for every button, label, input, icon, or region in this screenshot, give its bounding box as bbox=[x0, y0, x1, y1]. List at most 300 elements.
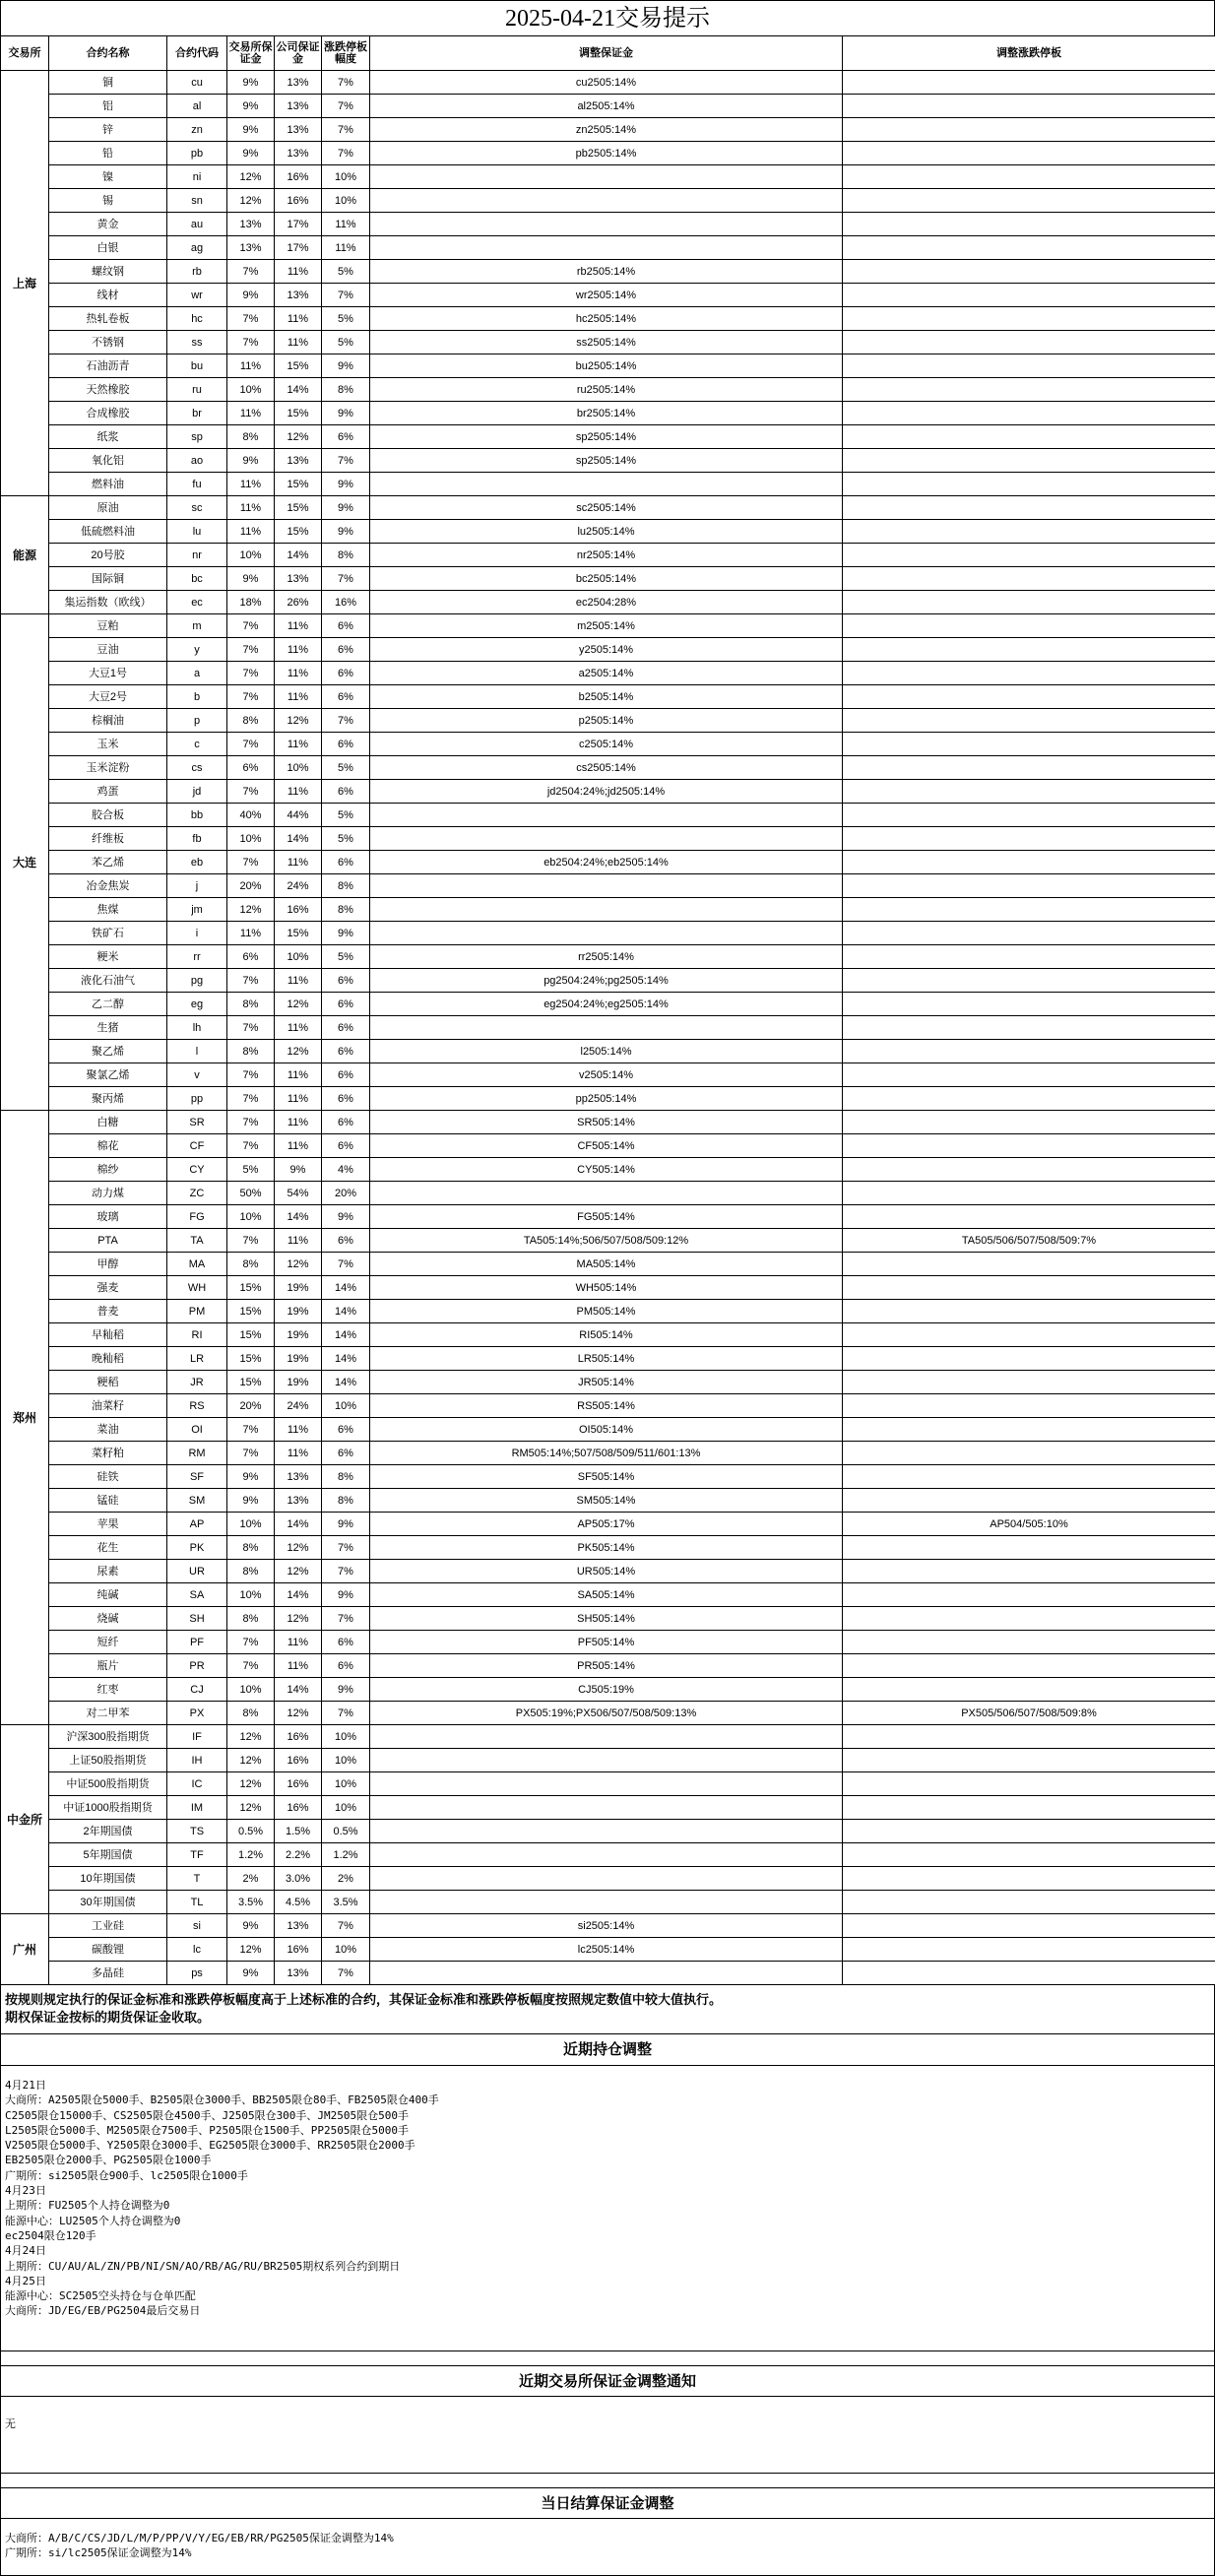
contract-code-cell: sc bbox=[167, 496, 227, 520]
company-margin-cell: 14% bbox=[275, 827, 322, 851]
contract-code-cell: SH bbox=[167, 1607, 227, 1631]
limit-cell: 9% bbox=[322, 1678, 370, 1702]
company-margin-cell: 16% bbox=[275, 1725, 322, 1749]
contract-name-cell: 5年期国债 bbox=[49, 1843, 167, 1867]
limit-cell: 9% bbox=[322, 922, 370, 945]
adjusted-limit-cell bbox=[843, 71, 1215, 95]
exchange-margin-cell: 7% bbox=[227, 331, 275, 354]
table-row bbox=[1, 874, 1215, 898]
exchange-margin-cell: 6% bbox=[227, 756, 275, 780]
table-row bbox=[1, 236, 1215, 260]
adjusted-margin-cell: PF505:14% bbox=[370, 1631, 843, 1654]
adjusted-margin-cell: sp2505:14% bbox=[370, 449, 843, 473]
contract-code-cell: lu bbox=[167, 520, 227, 544]
contract-code-cell: wr bbox=[167, 284, 227, 307]
contract-code-cell: p bbox=[167, 709, 227, 733]
adjusted-margin-cell: UR505:14% bbox=[370, 1560, 843, 1583]
company-margin-cell: 13% bbox=[275, 1465, 322, 1489]
adjusted-margin-cell: cs2505:14% bbox=[370, 756, 843, 780]
adjusted-limit-cell bbox=[843, 993, 1215, 1016]
table-row bbox=[1, 1678, 1215, 1702]
adjusted-margin-cell: TA505:14%;506/507/508/509:12% bbox=[370, 1229, 843, 1253]
adjusted-limit-cell bbox=[843, 402, 1215, 425]
table-row bbox=[1, 804, 1215, 827]
contract-code-cell: hc bbox=[167, 307, 227, 331]
company-margin-cell: 19% bbox=[275, 1347, 322, 1371]
adjusted-limit-cell bbox=[843, 189, 1215, 213]
exchange-margin-cell: 7% bbox=[227, 662, 275, 685]
contract-code-cell: ao bbox=[167, 449, 227, 473]
contract-code-cell: ag bbox=[167, 236, 227, 260]
contract-name-cell: 晚籼稻 bbox=[49, 1347, 167, 1371]
contract-code-cell: br bbox=[167, 402, 227, 425]
contract-name-cell: 早籼稻 bbox=[49, 1323, 167, 1347]
adjusted-margin-cell: jd2504:24%;jd2505:14% bbox=[370, 780, 843, 804]
contract-name-cell: 冶金焦炭 bbox=[49, 874, 167, 898]
contract-name-cell: 胶合板 bbox=[49, 804, 167, 827]
adjusted-limit-cell bbox=[843, 1560, 1215, 1583]
adjusted-margin-cell: CF505:14% bbox=[370, 1134, 843, 1158]
adjusted-limit-cell bbox=[843, 614, 1215, 638]
adjusted-margin-cell: b2505:14% bbox=[370, 685, 843, 709]
adjusted-limit-cell bbox=[843, 1536, 1215, 1560]
adjusted-margin-cell: RS505:14% bbox=[370, 1394, 843, 1418]
table-body bbox=[1, 71, 1215, 1985]
company-margin-cell: 11% bbox=[275, 1134, 322, 1158]
adjusted-margin-cell: SR505:14% bbox=[370, 1111, 843, 1134]
limit-cell: 10% bbox=[322, 1938, 370, 1962]
table-row bbox=[1, 638, 1215, 662]
limit-cell: 1.2% bbox=[322, 1843, 370, 1867]
contract-code-cell: m bbox=[167, 614, 227, 638]
contract-code-cell: ni bbox=[167, 165, 227, 189]
exchange-margin-cell: 8% bbox=[227, 1702, 275, 1725]
limit-cell: 6% bbox=[322, 1016, 370, 1040]
adjusted-margin-cell: WH505:14% bbox=[370, 1276, 843, 1300]
adjusted-margin-cell bbox=[370, 165, 843, 189]
company-margin-cell: 16% bbox=[275, 165, 322, 189]
exchange-margin-cell: 12% bbox=[227, 189, 275, 213]
exchange-margin-cell: 12% bbox=[227, 165, 275, 189]
adjusted-margin-cell: SA505:14% bbox=[370, 1583, 843, 1607]
exchange-margin-cell: 11% bbox=[227, 922, 275, 945]
contract-code-cell: IF bbox=[167, 1725, 227, 1749]
adjusted-limit-cell bbox=[843, 1654, 1215, 1678]
contract-name-cell: 豆油 bbox=[49, 638, 167, 662]
contract-code-cell: c bbox=[167, 733, 227, 756]
limit-cell: 6% bbox=[322, 1063, 370, 1087]
col-code: 合约代码 bbox=[167, 36, 227, 71]
contract-name-cell: 甲醇 bbox=[49, 1253, 167, 1276]
contract-name-cell: 铜 bbox=[49, 71, 167, 95]
company-margin-cell: 19% bbox=[275, 1371, 322, 1394]
exchange-margin-cell: 20% bbox=[227, 874, 275, 898]
contract-code-cell: SA bbox=[167, 1583, 227, 1607]
limit-cell: 7% bbox=[322, 1962, 370, 1985]
limit-cell: 6% bbox=[322, 1442, 370, 1465]
contract-name-cell: 铅 bbox=[49, 142, 167, 165]
limit-cell: 5% bbox=[322, 331, 370, 354]
adjusted-limit-cell bbox=[843, 1371, 1215, 1394]
contract-code-cell: nr bbox=[167, 544, 227, 567]
contract-name-cell: 上证50股指期货 bbox=[49, 1749, 167, 1772]
adjusted-limit-cell bbox=[843, 496, 1215, 520]
table-row bbox=[1, 1182, 1215, 1205]
adjusted-limit-cell bbox=[843, 284, 1215, 307]
adjusted-limit-cell bbox=[843, 1583, 1215, 1607]
company-margin-cell: 19% bbox=[275, 1300, 322, 1323]
company-margin-cell: 11% bbox=[275, 851, 322, 874]
company-margin-cell: 13% bbox=[275, 118, 322, 142]
contract-name-cell: 玻璃 bbox=[49, 1205, 167, 1229]
contract-code-cell: lc bbox=[167, 1938, 227, 1962]
contract-name-cell: 锡 bbox=[49, 189, 167, 213]
limit-cell: 7% bbox=[322, 1560, 370, 1583]
contract-code-cell: al bbox=[167, 95, 227, 118]
adjusted-margin-cell bbox=[370, 1725, 843, 1749]
limit-cell: 5% bbox=[322, 945, 370, 969]
exchange-margin-cell: 7% bbox=[227, 780, 275, 804]
contract-code-cell: PX bbox=[167, 1702, 227, 1725]
adjusted-margin-cell bbox=[370, 1016, 843, 1040]
company-margin-cell: 1.5% bbox=[275, 1820, 322, 1843]
adjusted-margin-cell: MA505:14% bbox=[370, 1253, 843, 1276]
table-row bbox=[1, 331, 1215, 354]
adjusted-limit-cell bbox=[843, 1891, 1215, 1914]
contract-name-cell: 玉米 bbox=[49, 733, 167, 756]
adjusted-margin-cell: AP505:17% bbox=[370, 1513, 843, 1536]
company-margin-cell: 11% bbox=[275, 1442, 322, 1465]
contract-code-cell: lh bbox=[167, 1016, 227, 1040]
table-row bbox=[1, 425, 1215, 449]
company-margin-cell: 11% bbox=[275, 969, 322, 993]
position-adjustment-body: 4月21日 大商所：A2505限仓5000手、B2505限仓3000手、BB2505限仓80手、FB2505限仓400手 C2505限仓15000手、CS2505限仓4500手、J2505限仓300手、JM2505限仓500手 L2505限仓5000手、M2505限仓7500手、P2505限仓1500手、PP2505限仓5000手 V2505限仓5000手、Y2505限仓3000手、EG2505限仓3000手、RR2505限仓2000手 EB2505限仓2000手、PG2505限仓1000手 广期所：si2505限仓900手、lc2505限仓1000手 4月23日 上期所：FU2505个人持仓调整为0 能源中心：LU2505个人持仓调整为0 ec2504限仓120手 4月24日 上期所：CU/AU/AL/ZN/PB/NI/SN/AO/RB/AG/RU/BR2505期权系列合约到期日 4月25日 能源中心：SC2505空头持仓与仓单匹配 大商所：JD/EG/EB/PG2504最后交易日 bbox=[0, 2066, 1215, 2351]
exchange-margin-cell: 7% bbox=[227, 1654, 275, 1678]
table-row bbox=[1, 733, 1215, 756]
exchange-margin-cell: 11% bbox=[227, 402, 275, 425]
adjusted-margin-cell: eg2504:24%;eg2505:14% bbox=[370, 993, 843, 1016]
company-margin-cell: 19% bbox=[275, 1323, 322, 1347]
limit-cell: 7% bbox=[322, 709, 370, 733]
adjusted-limit-cell bbox=[843, 1843, 1215, 1867]
exchange-margin-cell: 7% bbox=[227, 1631, 275, 1654]
table-row bbox=[1, 260, 1215, 284]
limit-cell: 10% bbox=[322, 1749, 370, 1772]
exchange-margin-notice-body: 无 bbox=[0, 2397, 1215, 2474]
exchange-margin-cell: 20% bbox=[227, 1394, 275, 1418]
adjusted-limit-cell bbox=[843, 1772, 1215, 1796]
company-margin-cell: 13% bbox=[275, 71, 322, 95]
table-row bbox=[1, 1796, 1215, 1820]
exchange-margin-cell: 11% bbox=[227, 473, 275, 496]
adjusted-limit-cell bbox=[843, 1087, 1215, 1111]
adjusted-limit-cell bbox=[843, 1631, 1215, 1654]
contract-name-cell: PTA bbox=[49, 1229, 167, 1253]
adjusted-margin-cell: lu2505:14% bbox=[370, 520, 843, 544]
contract-code-cell: bc bbox=[167, 567, 227, 591]
company-margin-cell: 14% bbox=[275, 544, 322, 567]
exchange-margin-cell: 11% bbox=[227, 354, 275, 378]
adjusted-margin-cell: bc2505:14% bbox=[370, 567, 843, 591]
table-row bbox=[1, 71, 1215, 95]
limit-cell: 7% bbox=[322, 1914, 370, 1938]
table-row bbox=[1, 1536, 1215, 1560]
contract-name-cell: 花生 bbox=[49, 1536, 167, 1560]
table-row bbox=[1, 567, 1215, 591]
table-row bbox=[1, 449, 1215, 473]
contract-code-cell: l bbox=[167, 1040, 227, 1063]
company-margin-cell: 10% bbox=[275, 945, 322, 969]
contract-code-cell: a bbox=[167, 662, 227, 685]
adjusted-margin-cell: c2505:14% bbox=[370, 733, 843, 756]
contract-name-cell: 纸浆 bbox=[49, 425, 167, 449]
table-row bbox=[1, 1891, 1215, 1914]
section-spacer bbox=[0, 2351, 1215, 2365]
adjusted-limit-cell bbox=[843, 1323, 1215, 1347]
exchange-margin-cell: 7% bbox=[227, 969, 275, 993]
company-margin-cell: 12% bbox=[275, 425, 322, 449]
limit-cell: 8% bbox=[322, 874, 370, 898]
contract-name-cell: 棉花 bbox=[49, 1134, 167, 1158]
contract-name-cell: 白糖 bbox=[49, 1111, 167, 1134]
rule-note-line-1: 按规则规定执行的保证金标准和涨跌停板幅度高于上述标准的合约，其保证金标准和涨跌停板幅度按照规定数值中较大值执行。 bbox=[5, 1991, 1210, 2009]
limit-cell: 6% bbox=[322, 1654, 370, 1678]
contract-code-cell: SM bbox=[167, 1489, 227, 1513]
company-margin-cell: 24% bbox=[275, 1394, 322, 1418]
contract-code-cell: TS bbox=[167, 1820, 227, 1843]
exchange-margin-cell: 7% bbox=[227, 1442, 275, 1465]
adjusted-margin-cell bbox=[370, 189, 843, 213]
contract-name-cell: 生猪 bbox=[49, 1016, 167, 1040]
company-margin-cell: 16% bbox=[275, 1772, 322, 1796]
company-margin-cell: 13% bbox=[275, 449, 322, 473]
adjusted-limit-cell bbox=[843, 638, 1215, 662]
company-margin-cell: 11% bbox=[275, 614, 322, 638]
exchange-cell: 广州 bbox=[1, 1914, 49, 1985]
adjusted-limit-cell bbox=[843, 520, 1215, 544]
limit-cell: 6% bbox=[322, 662, 370, 685]
exchange-margin-cell: 13% bbox=[227, 213, 275, 236]
exchange-margin-cell: 7% bbox=[227, 685, 275, 709]
table-row bbox=[1, 544, 1215, 567]
contract-name-cell: 对二甲苯 bbox=[49, 1702, 167, 1725]
company-margin-cell: 12% bbox=[275, 1536, 322, 1560]
contract-name-cell: 乙二醇 bbox=[49, 993, 167, 1016]
rule-note bbox=[0, 1985, 1215, 2034]
adjusted-limit-cell bbox=[843, 1678, 1215, 1702]
contract-code-cell: PM bbox=[167, 1300, 227, 1323]
limit-cell: 6% bbox=[322, 1040, 370, 1063]
table-row bbox=[1, 1560, 1215, 1583]
table-row bbox=[1, 1749, 1215, 1772]
contract-name-cell: 20号胶 bbox=[49, 544, 167, 567]
company-margin-cell: 16% bbox=[275, 1938, 322, 1962]
table-row bbox=[1, 945, 1215, 969]
contract-code-cell: bu bbox=[167, 354, 227, 378]
table-row bbox=[1, 1087, 1215, 1111]
exchange-margin-cell: 10% bbox=[227, 1513, 275, 1536]
contract-code-cell: CJ bbox=[167, 1678, 227, 1702]
contract-name-cell: 菜籽粕 bbox=[49, 1442, 167, 1465]
table-row bbox=[1, 307, 1215, 331]
contract-code-cell: zn bbox=[167, 118, 227, 142]
adjusted-limit-cell bbox=[843, 1394, 1215, 1418]
table-row bbox=[1, 354, 1215, 378]
limit-cell: 14% bbox=[322, 1323, 370, 1347]
adjusted-margin-cell: RI505:14% bbox=[370, 1323, 843, 1347]
limit-cell: 7% bbox=[322, 71, 370, 95]
contract-name-cell: 油菜籽 bbox=[49, 1394, 167, 1418]
contract-name-cell: 动力煤 bbox=[49, 1182, 167, 1205]
exchange-margin-cell: 12% bbox=[227, 1725, 275, 1749]
adjusted-margin-cell: nr2505:14% bbox=[370, 544, 843, 567]
table-row bbox=[1, 1513, 1215, 1536]
contract-name-cell: 燃料油 bbox=[49, 473, 167, 496]
adjusted-margin-cell bbox=[370, 1772, 843, 1796]
table-row bbox=[1, 1418, 1215, 1442]
adjusted-margin-cell bbox=[370, 213, 843, 236]
company-margin-cell: 14% bbox=[275, 1678, 322, 1702]
adjusted-margin-cell: br2505:14% bbox=[370, 402, 843, 425]
exchange-cell: 能源 bbox=[1, 496, 49, 614]
limit-cell: 8% bbox=[322, 1465, 370, 1489]
table-row bbox=[1, 709, 1215, 733]
contract-name-cell: 线材 bbox=[49, 284, 167, 307]
limit-cell: 6% bbox=[322, 425, 370, 449]
col-adjusted-margin: 调整保证金 bbox=[370, 36, 843, 71]
settlement-margin-body: 大商所：A/B/C/CS/JD/L/M/P/PP/V/Y/EG/EB/RR/PG2505保证金调整为14% 广期所：si/lc2505保证金调整为14% bbox=[0, 2519, 1215, 2576]
adjusted-limit-cell bbox=[843, 1749, 1215, 1772]
exchange-margin-cell: 10% bbox=[227, 1678, 275, 1702]
exchange-margin-cell: 10% bbox=[227, 1205, 275, 1229]
contract-code-cell: ec bbox=[167, 591, 227, 614]
limit-cell: 6% bbox=[322, 993, 370, 1016]
position-adjustment-title: 近期持仓调整 bbox=[0, 2034, 1215, 2066]
limit-cell: 6% bbox=[322, 614, 370, 638]
company-margin-cell: 24% bbox=[275, 874, 322, 898]
company-margin-cell: 13% bbox=[275, 1914, 322, 1938]
section-spacer bbox=[0, 2474, 1215, 2487]
exchange-cell: 中金所 bbox=[1, 1725, 49, 1914]
adjusted-margin-cell: CY505:14% bbox=[370, 1158, 843, 1182]
company-margin-cell: 12% bbox=[275, 1040, 322, 1063]
adjusted-margin-cell bbox=[370, 1843, 843, 1867]
adjusted-margin-cell: RM505:14%;507/508/509/511/601:13% bbox=[370, 1442, 843, 1465]
adjusted-limit-cell bbox=[843, 165, 1215, 189]
contract-name-cell: 多晶硅 bbox=[49, 1962, 167, 1985]
contract-code-cell: AP bbox=[167, 1513, 227, 1536]
adjusted-limit-cell bbox=[843, 1253, 1215, 1276]
company-margin-cell: 3.0% bbox=[275, 1867, 322, 1891]
adjusted-limit-cell bbox=[843, 1111, 1215, 1134]
company-margin-cell: 15% bbox=[275, 496, 322, 520]
exchange-margin-cell: 8% bbox=[227, 993, 275, 1016]
adjusted-margin-cell: SF505:14% bbox=[370, 1465, 843, 1489]
limit-cell: 20% bbox=[322, 1182, 370, 1205]
adjusted-limit-cell bbox=[843, 591, 1215, 614]
exchange-margin-cell: 10% bbox=[227, 544, 275, 567]
table-row bbox=[1, 1016, 1215, 1040]
adjusted-limit-cell bbox=[843, 567, 1215, 591]
contract-name-cell: 中证500股指期货 bbox=[49, 1772, 167, 1796]
adjusted-limit-cell bbox=[843, 95, 1215, 118]
contract-name-cell: 聚乙烯 bbox=[49, 1040, 167, 1063]
adjusted-limit-cell bbox=[843, 945, 1215, 969]
adjusted-margin-cell: ru2505:14% bbox=[370, 378, 843, 402]
exchange-margin-cell: 7% bbox=[227, 1111, 275, 1134]
table-row bbox=[1, 922, 1215, 945]
exchange-margin-cell: 7% bbox=[227, 614, 275, 638]
contract-code-cell: TL bbox=[167, 1891, 227, 1914]
contract-name-cell: 2年期国债 bbox=[49, 1820, 167, 1843]
contract-code-cell: sp bbox=[167, 425, 227, 449]
company-margin-cell: 15% bbox=[275, 402, 322, 425]
contract-name-cell: 尿素 bbox=[49, 1560, 167, 1583]
adjusted-limit-cell: AP504/505:10% bbox=[843, 1513, 1215, 1536]
company-margin-cell: 16% bbox=[275, 1796, 322, 1820]
table-row bbox=[1, 473, 1215, 496]
contract-name-cell: 螺纹钢 bbox=[49, 260, 167, 284]
exchange-margin-cell: 7% bbox=[227, 1134, 275, 1158]
limit-cell: 5% bbox=[322, 756, 370, 780]
limit-cell: 6% bbox=[322, 851, 370, 874]
adjusted-margin-cell: rb2505:14% bbox=[370, 260, 843, 284]
contract-name-cell: 铁矿石 bbox=[49, 922, 167, 945]
contract-code-cell: v bbox=[167, 1063, 227, 1087]
company-margin-cell: 11% bbox=[275, 662, 322, 685]
adjusted-limit-cell bbox=[843, 354, 1215, 378]
contract-code-cell: fu bbox=[167, 473, 227, 496]
limit-cell: 9% bbox=[322, 1583, 370, 1607]
company-margin-cell: 16% bbox=[275, 898, 322, 922]
exchange-margin-cell: 18% bbox=[227, 591, 275, 614]
adjusted-margin-cell bbox=[370, 1796, 843, 1820]
contract-name-cell: 沪深300股指期货 bbox=[49, 1725, 167, 1749]
exchange-margin-cell: 9% bbox=[227, 95, 275, 118]
adjusted-margin-cell bbox=[370, 1182, 843, 1205]
exchange-margin-cell: 50% bbox=[227, 1182, 275, 1205]
adjusted-margin-cell bbox=[370, 827, 843, 851]
adjusted-limit-cell bbox=[843, 1016, 1215, 1040]
table-row bbox=[1, 1654, 1215, 1678]
limit-cell: 6% bbox=[322, 733, 370, 756]
table-row bbox=[1, 1772, 1215, 1796]
exchange-margin-cell: 7% bbox=[227, 1063, 275, 1087]
table-row bbox=[1, 1158, 1215, 1182]
limit-cell: 9% bbox=[322, 1513, 370, 1536]
company-margin-cell: 26% bbox=[275, 591, 322, 614]
limit-cell: 7% bbox=[322, 1607, 370, 1631]
adjusted-margin-cell: sp2505:14% bbox=[370, 425, 843, 449]
contract-name-cell: 碳酸锂 bbox=[49, 1938, 167, 1962]
exchange-margin-cell: 8% bbox=[227, 709, 275, 733]
limit-cell: 6% bbox=[322, 1418, 370, 1442]
contract-code-cell: JR bbox=[167, 1371, 227, 1394]
contract-name-cell: 30年期国债 bbox=[49, 1891, 167, 1914]
exchange-margin-cell: 0.5% bbox=[227, 1820, 275, 1843]
contract-name-cell: 原油 bbox=[49, 496, 167, 520]
adjusted-margin-cell: ec2504:28% bbox=[370, 591, 843, 614]
adjusted-limit-cell bbox=[843, 1300, 1215, 1323]
table-row bbox=[1, 1962, 1215, 1985]
company-margin-cell: 11% bbox=[275, 780, 322, 804]
adjusted-limit-cell: PX505/506/507/508/509:8% bbox=[843, 1702, 1215, 1725]
company-margin-cell: 12% bbox=[275, 709, 322, 733]
exchange-margin-cell: 12% bbox=[227, 1796, 275, 1820]
adjusted-limit-cell bbox=[843, 1442, 1215, 1465]
limit-cell: 7% bbox=[322, 1702, 370, 1725]
col-exchange: 交易所 bbox=[1, 36, 49, 71]
